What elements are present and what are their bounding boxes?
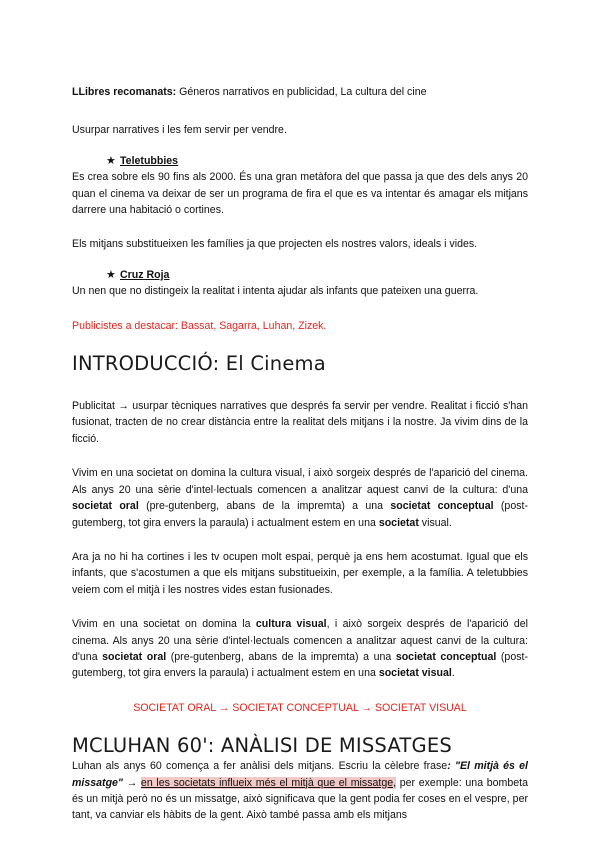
- recommended-books: [72, 84, 528, 100]
- books-text: Géneros narrativos en publicidad, La cultura del cine: [176, 86, 427, 98]
- heading-mcluhan: MCLUHAN 60': ANÀLISI DE MISSATGES: [72, 734, 452, 758]
- text-run: visual.: [418, 516, 452, 529]
- teletubbies-text: Es crea sobre els 90 fins als 2000. És una gran metàfora del que passa ja que des dels anys 20 quan el cinema va deixar de ser un programa de fira el que es va intentar és amagar els mitjans darrere una habitació o cortines.: [72, 171, 528, 217]
- bold-term: societat: [378, 516, 419, 529]
- bold-term: societat oral: [72, 500, 139, 513]
- text-run: , i això sorgeix després de l'aparició del cinema. Als anys 20 una sèrie d'intel·lectuals comencen a analitzar aquest canvi de la cultura: d'una: [72, 618, 528, 663]
- text-run: Vivim en una societat on domina la cultura visual, i això sorgeix després de l'aparició del cinema. Als anys 20 una sèrie d'intel·lectuals comencen a analitzar aquest canvi de la cultura: d'una: [72, 467, 528, 496]
- families-line: Els mitjans substitueixen les famílies ja que projecten els nostres valors, ideals i vides.: [72, 238, 478, 251]
- star-icon: ★: [106, 154, 116, 167]
- intro-paragraph-4: [72, 616, 528, 682]
- text-run: (post-gutemberg, tot gira envers la paraula) i actualment estem en una: [72, 650, 528, 680]
- text-run: (post-gutemberg, tot gira envers la paraula) i actualment estem en una: [72, 500, 528, 529]
- publicists-line: Publicistes a destacar: Bassat, Sagarra, Luhan, Zizek.: [72, 319, 327, 332]
- usurp-line: Usurpar narratives i les fem servir per vendre.: [72, 124, 287, 137]
- bold-term: cultura visual: [255, 618, 327, 631]
- mcluhan-paragraph: [72, 758, 528, 824]
- bold-term: societat oral: [102, 650, 167, 663]
- bullet-cruz-roja: [72, 267, 528, 283]
- text-run: (pre-gutenberg, abans de la impremta) a una: [166, 650, 396, 663]
- page-content: [72, 84, 528, 824]
- books-label: LLibres recomanats:: [72, 86, 177, 98]
- bold-term: societat conceptual: [390, 500, 494, 513]
- bullet-title-teletubbies: Teletubbies: [120, 154, 179, 167]
- quote-phrase: : "El mitjà és el missatge": [72, 760, 528, 789]
- highlighted-text: en les societats influeix més el mitjà que el missatge,: [140, 776, 397, 789]
- intro-paragraph-3: Ara ja no hi ha cortines i les tv ocupen molt espai, perquè ja ens hem acostumat. Igual que els infants, que s'acostumen a que els mitjans substitueixin, per exemple, a la família. A teletubbies veiem com el mitjà i les nostres vides estan fusionades.: [72, 550, 528, 596]
- heading-introduccio: INTRODUCCIÓ: El Cinema: [72, 352, 326, 376]
- text-run: Luhan als anys 60 comença a fer anàlisi dels mitjans. Escriu la cèlebre frase: [72, 760, 448, 773]
- society-flow: SOCIETAT ORAL → SOCIETAT CONCEPTUAL → SOCIETAT VISUAL: [133, 701, 467, 714]
- intro-paragraph-1: Publicitat → usurpar tècniques narratives que després fa servir per vendre. Realitat i ficció s'han fusionat, tracten de no crear distància entre la realitat dels mitjans i la nostre. Ja vivim dins de la ficció.: [72, 400, 528, 445]
- text-run: Vivim en una societat on domina la: [72, 618, 256, 631]
- star-icon: ★: [106, 268, 116, 281]
- text-run: (pre-gutenberg, abans de la impremta) a una: [138, 500, 391, 513]
- intro-paragraph-2: [72, 465, 528, 531]
- text-run: per exemple: una bombeta és un mitjà però no és un missatge, això significava que la gent podia fer coses en el vespre, per tant, va canviar els hàbits de la gent. Això també passa amb els mitjans: [72, 776, 528, 822]
- cruz-roja-text: Un nen que no distingeix la realitat i intenta ajudar als infants que pateixen una guerra.: [72, 285, 479, 298]
- bold-term: societat visual: [378, 667, 452, 680]
- bold-term: societat conceptual: [395, 650, 497, 663]
- bullet-title-cruz-roja: Cruz Roja: [120, 268, 170, 281]
- text-run: .: [451, 667, 455, 680]
- bullet-teletubbies: [72, 153, 528, 169]
- arrow-text: →: [122, 776, 141, 789]
